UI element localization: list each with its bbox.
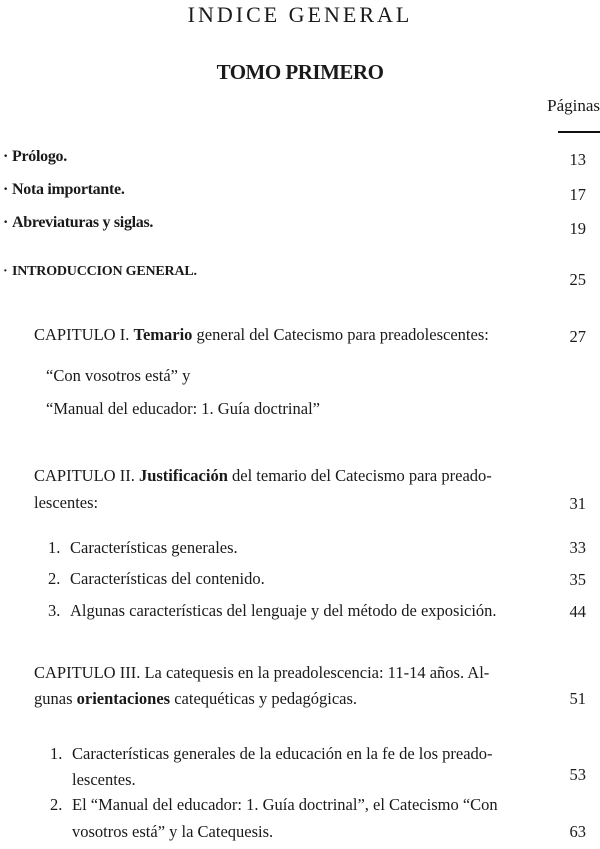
bullet-icon: · [3,181,9,198]
toc-page-number: 53 [569,765,586,784]
toc-entry-nota[interactable] [3,181,125,199]
subentry-number: 1. [48,538,61,557]
chapter-keyword: Temario [133,325,193,344]
chapter-keyword: Justificación [138,466,228,485]
subentry-label: Características del contenido. [70,569,265,588]
chapter-prefix: CAPITULO II. [34,466,135,485]
chapter-title: general del Catecismo para preadolescentes: [196,325,489,344]
toc-page-number: 35 [569,570,586,589]
pages-rule [558,131,600,133]
toc-page-number: 51 [569,689,586,708]
toc-subentry[interactable] [50,744,493,764]
pages-column-label: Páginas [547,96,600,115]
subentry-label: El “Manual del educador: 1. Guía doctrinal”, el Catecismo “Con [72,795,498,814]
subentry-continuation: lescentes. [72,770,136,789]
subentry-number: 2. [50,795,63,814]
subentry-label: Características generales de la educación en la fe de los preado- [72,744,493,763]
subentry-number: 3. [48,601,61,620]
chapter-prefix: CAPITULO I. [34,325,130,344]
toc-subentry[interactable] [48,601,497,621]
toc-page-number: 13 [569,150,586,169]
chapter-title: del temario del Catecismo para preado- [232,466,492,485]
chapter-title-part: gunas [34,689,73,708]
toc-chapter-3[interactable] [34,663,489,683]
toc-subentry[interactable] [48,569,265,589]
toc-entry-introduccion[interactable] [3,264,197,280]
toc-subentry[interactable] [50,795,498,815]
chapter-title: CAPITULO III. La catequesis en la preadolescencia: 11-14 años. Al- [34,663,490,682]
toc-page-number: 27 [569,327,586,346]
toc-entry-label: Prólogo. [12,148,67,165]
toc-page-number: 33 [569,538,586,557]
chapter-title-part: catequéticas y pedagógicas. [174,689,358,708]
chapter-keyword: orientaciones [76,689,171,708]
toc-page-number: 31 [569,494,586,513]
toc-chapter-1[interactable] [34,325,489,345]
chapter-subtitle-line: “Con vosotros está” y [46,366,191,385]
toc-entry-label: INTRODUCCION GENERAL. [12,264,197,279]
chapter-subtitle-line: “Manual del educador: 1. Guía doctrinal” [46,399,320,418]
toc-page-number: 63 [569,822,586,841]
toc-page-number: 25 [569,270,586,289]
toc-page-number: 44 [569,602,586,621]
toc-subentry[interactable] [48,538,238,558]
toc-page-number: 19 [569,219,586,238]
subentry-continuation: vosotros está” y la Catequesis. [72,822,274,841]
toc-page-number: 17 [569,185,586,204]
subentry-label: Características generales. [70,538,238,557]
page-title: INDICE GENERAL [187,2,413,27]
subentry-number: 2. [48,569,61,588]
toc-entry-label: Nota importante. [12,181,125,198]
toc-entry-abreviaturas[interactable] [3,214,153,232]
toc-chapter-2[interactable] [34,466,492,486]
bullet-icon: · [3,214,9,231]
chapter-title-continuation: lescentes: [34,493,99,512]
toc-entry-prologo[interactable] [3,148,67,166]
tome-heading: TOMO PRIMERO [216,60,384,84]
toc-entry-label: Abreviaturas y siglas. [12,214,154,231]
subentry-label: Algunas características del lenguaje y del método de exposición. [70,601,497,620]
bullet-icon: · [3,264,8,279]
bullet-icon: · [3,148,9,165]
subentry-number: 1. [50,744,63,763]
chapter-title-continuation [34,689,357,709]
